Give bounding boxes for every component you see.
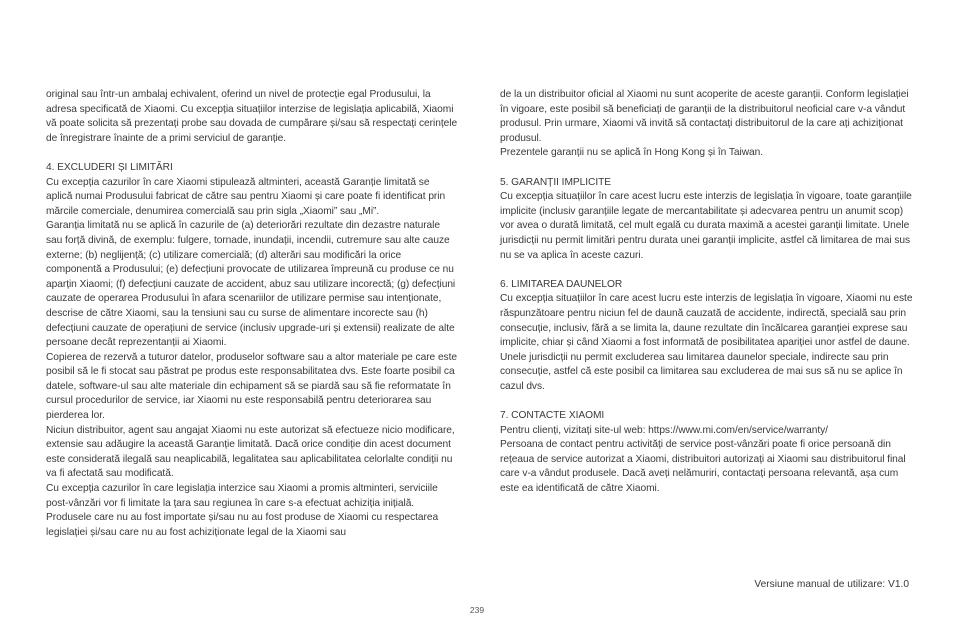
warranty-return-paragraph: original sau într-un ambalaj echivalent, oferind un nivel de protecție egal Produsului, la adresa specificată de Xiaomi. Cu excepția situațiilor interzise de legislația aplicabilă, Xiaomi vă poate solicita să prezentați probe sau dovada de cumpărare și/sau să respectați cerințele de înregistrare înainte de a primi serviciul de garanție. — [46, 89, 458, 144]
exclusions-scope-paragraph: Cu excepția cazurilor în care Xiaomi stipulează altminteri, această Garanție limitată se aplică numai Produsului fabricat de către sau pentru Xiaomi și care poate fi identificat prin mărcile comerciale, denumirea comercială sau prin sigla „Xiaomi” sau „Mi”. — [46, 176, 446, 217]
left-column — [46, 88, 458, 540]
regional-service-paragraph: Cu excepția cazurilor în care legislația interzice sau Xiaomi a promis altminteri, serviciile post-vânzări vor fi limitate la țara sau regiunea în care s-a efectuat achiziția inițială. — [46, 483, 438, 509]
section-heading-exclusions: 4. EXCLUDERI ȘI LIMITĂRI — [46, 161, 173, 173]
contact-person-paragraph: Persoana de contact pentru activități de service post-vânzări poate fi orice persoană din rețeaua de service autorizat a Xiaomi, distribuitori autorizați ai Xiaomi sau distribuitorul final care v-a vândut produsele. Dacă aveți nelămuriri, contactați persoana relevantă, așa cum este ea identificată de către Xiaomi. — [500, 439, 906, 495]
no-modification-paragraph: Niciun distribuitor, agent sau angajat Xiaomi nu este autorizat să efectueze nicio modificare, extensie sau adăugire la această Garanție limitată. Dacă orice condiție din acest document este considerată ilegală sau neaplicabilă, legalitatea sau aplicabilitatea celorlalte condiții nu va fi afectată sau modificată. — [46, 424, 455, 480]
exclusions-cases-paragraph: Garanția limitată nu se aplică în cazurile de (a) deteriorări rezultate din dezastre naturale sau forță divină, de exemplu: fulgere, tornade, inundații, incendii, cutremure sau alte cauze externe; (b) neglijență; (c) utilizare comercială; (d) alterări sau modificări la orice componentă a Produsului; (e) defecțiuni provocate de utilizarea împreună cu produse ce nu aparțin Xiaomi; (f) defecțiuni cauzate de accident, abuz sau utilizare incorectă; (g) defecțiuni cauzate de operarea Produsului în afara scenariilor de utilizare permise sau intenționate, descrise de către Xiaomi, sau la tensiuni sau cu surse de alimentare incorecte sau (h) defecțiuni cauzate de operațiuni de service (inclusiv upgrade-uri și extensii) realizate de alte persoane decât reprezentanții ai Xiaomi. — [46, 220, 456, 349]
section-heading-contacts: 7. CONTACTE XIAOMI — [500, 410, 605, 422]
right-column — [500, 88, 915, 497]
damages-limitation-paragraph: Cu excepția situațiilor în care acest lucru este interzis de legislația în vigoare, Xiaomi nu este răspunzătoare pentru niciun fel de daună cauzată de accidente, indirectă, specială sau prin consecuție, inclusiv, fără a se limita la, daune rezultate din încălcarea garanției exprese sau implicite, chiar și când Xiaomi a fost informată de posibilitatea apariției unor astfel de daune. Unele jurisdicții nu permit excluderea sau limitarea daunelor speciale, indirecte sau prin consecuție, astfel că este posibil ca limitarea sau excluderea de mai sus să nu se aplice în cazul dvs. — [500, 293, 913, 392]
section-heading-implied-warranties: 5. GARANȚII IMPLICITE — [500, 176, 612, 188]
unofficial-distributor-paragraph: de la un distribuitor oficial al Xiaomi nu sunt acoperite de aceste garanții. Conform legislației în vigoare, este posibil să beneficiați de garanții de la distribuitorul neoficial care v-a vândut produsul. Prin urmare, Xiaomi vă invită să contactați distribuitorul de la care ați achiziționat produsul. — [500, 89, 909, 144]
website-paragraph: Pentru clienți, vizitați site-ul web: https://www.mi.com/en/service/warranty/ — [500, 424, 828, 436]
hong-kong-taiwan-paragraph: Prezentele garanții nu se aplică în Hong Kong și în Taiwan. — [500, 147, 764, 159]
unofficial-products-paragraph: Produsele care nu au fost importate și/sau nu au fost produse de Xiaomi cu respectarea legislației și/sau care nu au fost achiziționate legal de la Xiaomi sau — [46, 512, 439, 538]
manual-version: Versiune manual de utilizare: V1.0 — [754, 579, 909, 590]
section-heading-damages: 6. LIMITAREA DAUNELOR — [500, 278, 623, 290]
implied-warranties-paragraph: Cu excepția situațiilor în care acest lucru este interzis de legislația în vigoare, toate garanțiile implicite (inclusiv garanțiile legate de mercantabilitate și adecvarea pentru un anumit scop) vor avea o durată limitată, cel mult egală cu durata maximă a acestei garanții limitate. Unele jurisdicții nu permit limitări pentru durata unei garanții implicite, astfel că limitarea de mai sus nu se va aplica în aceste cazuri. — [500, 191, 912, 261]
data-backup-paragraph: Copierea de rezervă a tuturor datelor, produselor software sau a altor materiale pe care este posibil să le fi stocat sau păstrat pe produs este responsabilitatea dvs. Este foarte posibil ca datele, software-ul sau alte materiale din echipament să se piardă sau să fie reformatate în cursul procedurilor de service, iar Xiaomi nu este responsabilă pentru deteriorarea sau pierderea lor. — [46, 351, 457, 422]
page-number: 239 — [469, 605, 485, 615]
